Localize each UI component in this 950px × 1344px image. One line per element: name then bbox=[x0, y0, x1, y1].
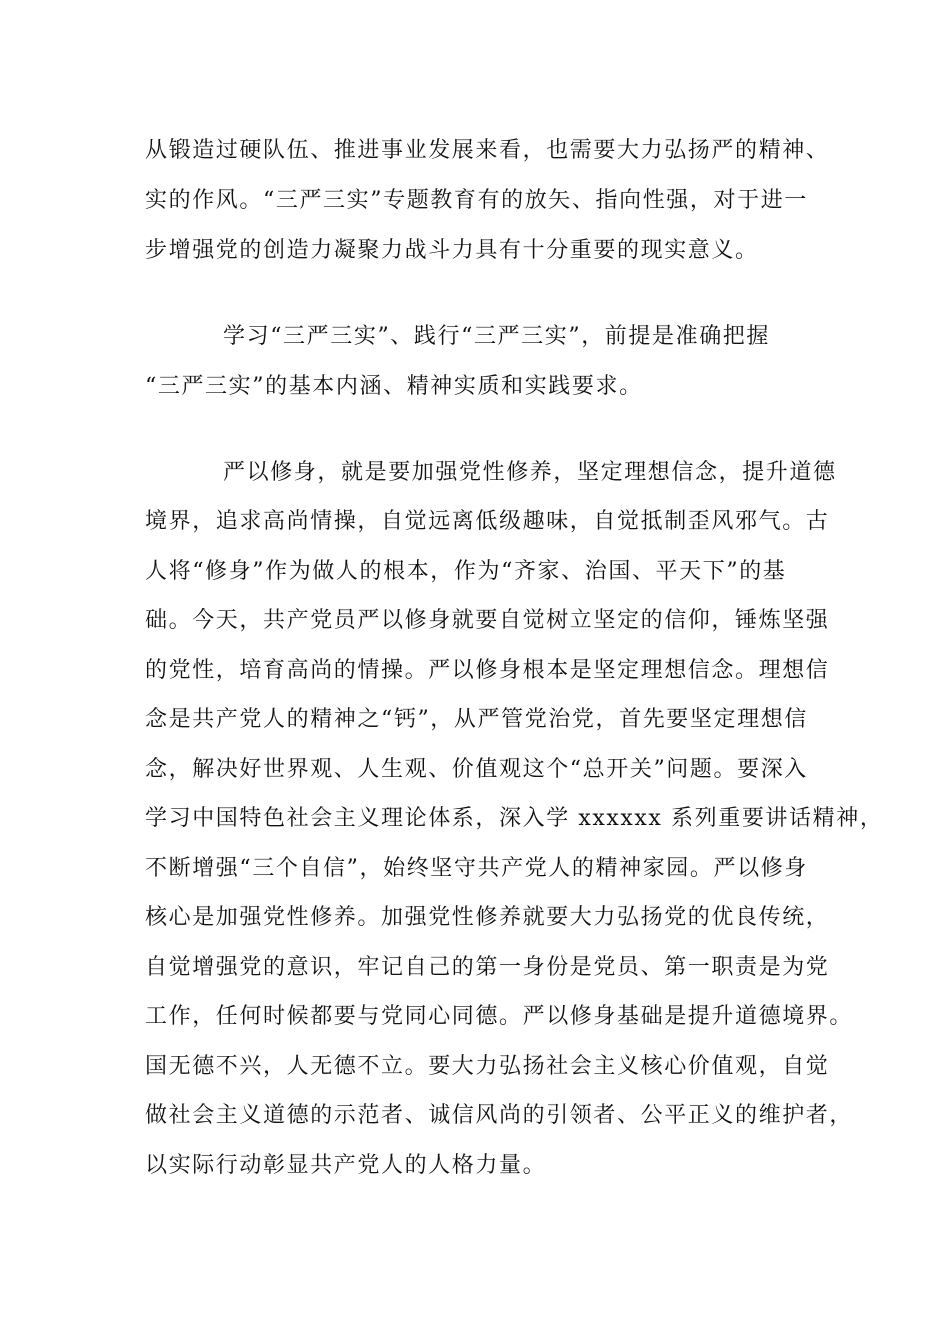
paragraph-3-line-5: 的党性，培育高尚的情操。严以修身根本是坚定理想信念。理想信 bbox=[145, 658, 830, 683]
paragraph-1-line-2: 实的作风。“三严三实”专题教育有的放矢、指向性强，对于进一 bbox=[145, 188, 808, 213]
paragraph-3-line-15: 以实际行动彰显共产党人的人格力量。 bbox=[145, 1153, 547, 1178]
paragraph-3-line-3: 人将“修身”作为做人的根本，作为“齐家、治国、平天下”的基 bbox=[145, 559, 787, 584]
paragraph-2-line-1: 学习“三严三实”、践行“三严三实”，前提是准确把握 bbox=[223, 324, 770, 349]
paragraph-2-line-2: “三严三实”的基本内涵、精神实质和实践要求。 bbox=[145, 374, 643, 399]
paragraph-1-line-3: 步增强党的创造力凝聚力战斗力具有十分重要的现实意义。 bbox=[145, 238, 759, 263]
paragraph-3-line-4: 础。今天，共产党员严以修身就要自觉树立坚定的信仰，锤炼坚强 bbox=[145, 608, 830, 633]
paragraph-3-line-9: 不断增强“三个自信”，始终坚守共产党人的精神家园。严以修身 bbox=[145, 856, 808, 881]
paragraph-3-line-10: 核心是加强党性修养。加强党性修养就要大力弘扬党的优良传统， bbox=[145, 905, 830, 930]
paragraph-3-line-11: 自觉增强党的意识，牢记自己的第一身份是党员、第一职责是为党 bbox=[145, 955, 830, 980]
paragraph-3-line-6: 念是共产党人的精神之“钙”，从严管党治党，首先要坚定理想信 bbox=[145, 707, 808, 732]
paragraph-1-line-1: 从锻造过硬队伍、推进事业发展来看，也需要大力弘扬严的精神、 bbox=[145, 138, 830, 163]
paragraph-3-line-2: 境界，追求高尚情操，自觉远离低级趣味，自觉抵制歪风邪气。古 bbox=[145, 509, 830, 534]
paragraph-3-line-8: 学习中国特色社会主义理论体系，深入学 xxxxxx 系列重要讲话精神， bbox=[145, 806, 884, 831]
paragraph-3-line-12: 工作，任何时候都要与党同心同德。严以修身基础是提升道德境界。 bbox=[145, 1004, 854, 1029]
paragraph-3-line-7: 念，解决好世界观、人生观、价值观这个“总开关”问题。要深入 bbox=[145, 757, 808, 782]
paragraph-3-line-14: 做社会主义道德的示范者、诚信风尚的引领者、公平正义的维护者， bbox=[145, 1103, 854, 1128]
paragraph-3-line-1: 严以修身，就是要加强党性修养，坚定理想信念，提升道德 bbox=[223, 460, 837, 485]
paragraph-3-line-13: 国无德不兴，人无德不立。要大力弘扬社会主义核心价值观，自觉 bbox=[145, 1054, 830, 1079]
